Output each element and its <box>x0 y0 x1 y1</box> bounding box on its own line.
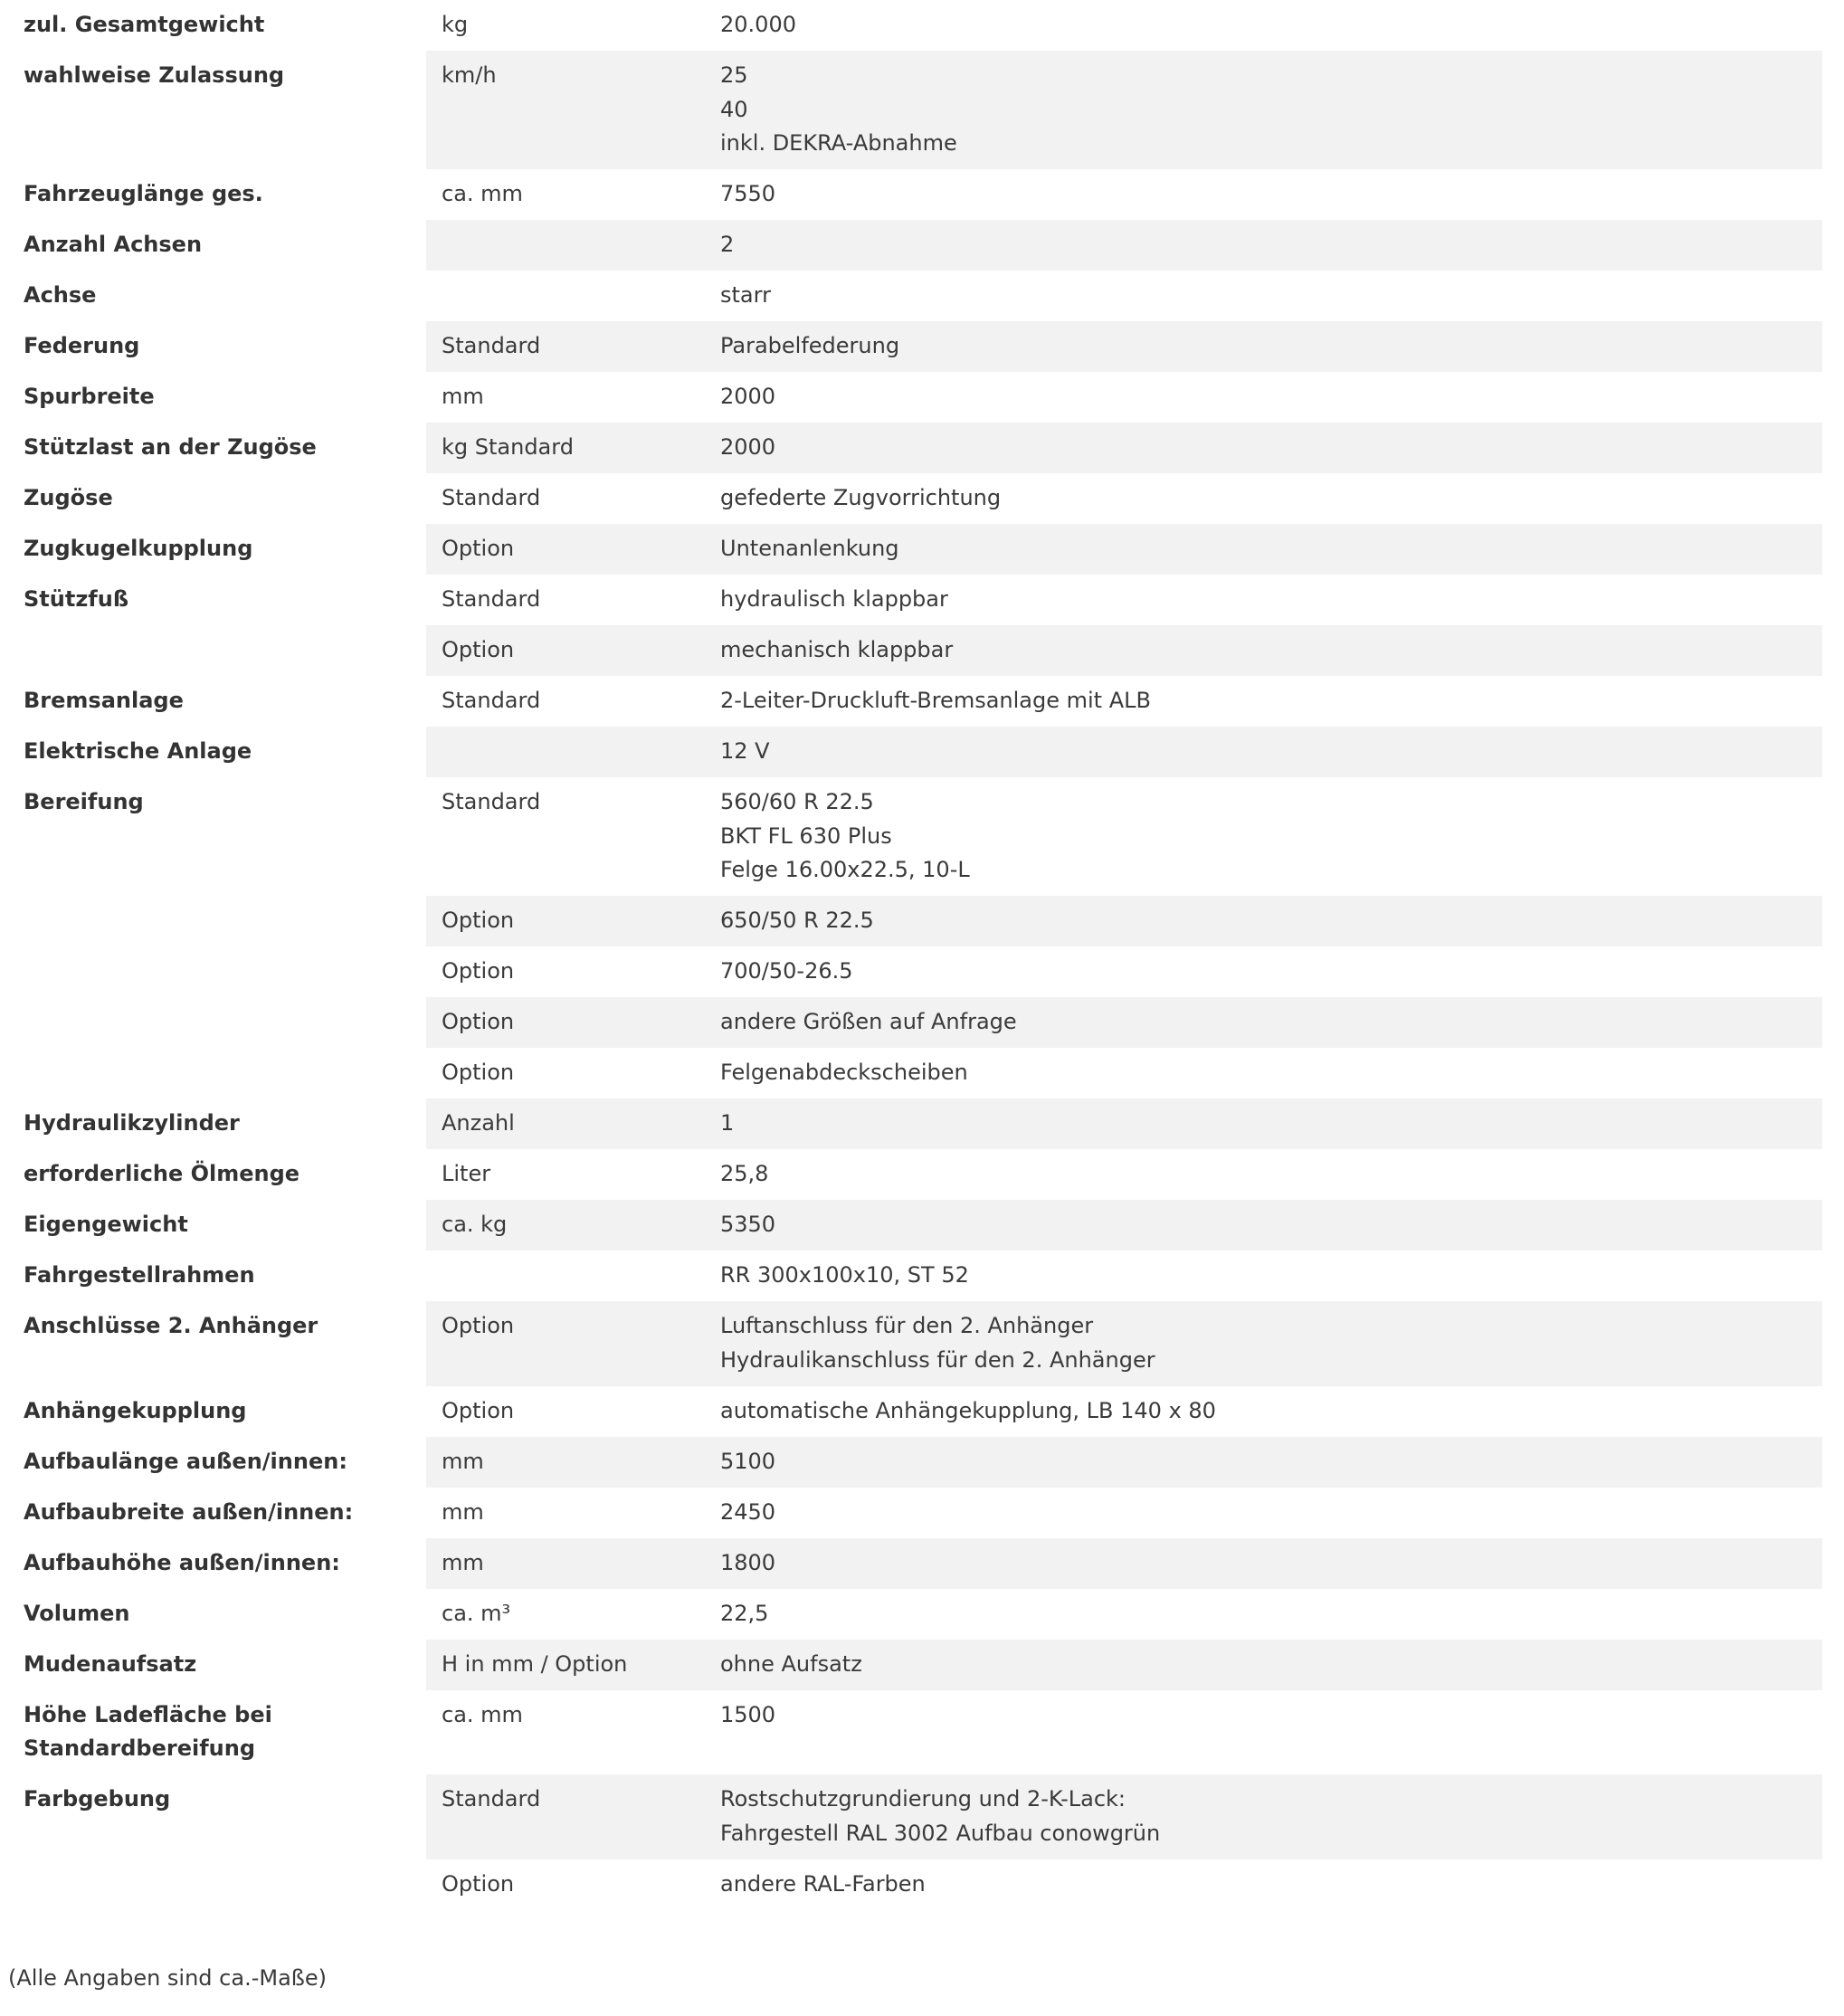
spec-label: Zugkugelkupplung <box>0 524 426 575</box>
spec-label <box>0 896 426 946</box>
spec-value-line: 700/50-26.5 <box>720 958 853 984</box>
spec-unit: kg Standard <box>426 423 705 473</box>
spec-value <box>705 372 1822 423</box>
spec-label: Fahrzeuglänge ges. <box>0 169 426 220</box>
table-row <box>0 1048 1822 1098</box>
spec-unit: Option <box>426 1301 705 1386</box>
spec-unit: Standard <box>442 485 541 510</box>
spec-unit: ca. mm <box>442 1701 523 1727</box>
spec-label: Anschlüsse 2. Anhänger <box>0 1301 426 1386</box>
table-row <box>0 169 1822 220</box>
spec-value <box>705 1437 1822 1488</box>
spec-label: Höhe Ladefläche bei Standardbereifung <box>0 1690 426 1775</box>
spec-unit: ca. m³ <box>442 1600 511 1626</box>
spec-label: Aufbaubreite außen/innen: <box>0 1488 426 1538</box>
spec-value <box>705 1386 1822 1437</box>
spec-value <box>705 1149 1822 1200</box>
spec-value <box>705 1301 1822 1386</box>
table-row <box>0 896 1822 946</box>
spec-value-line: 1 <box>720 1110 735 1136</box>
spec-unit: Option <box>426 625 705 676</box>
spec-value-line: 2000 <box>720 384 776 409</box>
spec-value-line: andere Größen auf Anfrage <box>720 1009 1017 1034</box>
spec-unit: Option <box>426 524 705 575</box>
spec-unit: ca. kg <box>426 1200 705 1250</box>
spec-unit: Standard <box>426 1774 705 1859</box>
spec-unit: Standard <box>426 321 705 372</box>
spec-value <box>705 625 1822 676</box>
spec-value <box>705 1048 1822 1098</box>
spec-label: Bereifung <box>0 777 426 896</box>
spec-unit: Liter <box>442 1161 491 1186</box>
spec-value-line: mechanisch klappbar <box>720 637 954 662</box>
spec-unit: Standard <box>442 789 541 814</box>
spec-label: Anhängekupplung <box>0 1386 426 1437</box>
spec-unit: mm <box>426 1538 705 1589</box>
spec-value-line: ohne Aufsatz <box>720 1650 862 1677</box>
table-row <box>0 1386 1822 1437</box>
spec-value <box>705 321 1822 372</box>
spec-unit: km/h <box>426 51 705 169</box>
spec-value <box>705 1200 1822 1250</box>
spec-value-line: Untenanlenkung <box>720 536 899 561</box>
spec-value-line: BKT FL 630 Plus <box>720 823 892 849</box>
spec-value-line: 1500 <box>720 1701 776 1727</box>
spec-label: Aufbauhöhe außen/innen: <box>0 1538 426 1589</box>
spec-unit <box>426 271 705 321</box>
spec-label: Zugöse <box>0 473 426 524</box>
spec-unit <box>426 1250 705 1301</box>
table-row <box>0 0 1822 51</box>
table-row <box>0 997 1822 1048</box>
spec-value-line: 7550 <box>720 181 776 206</box>
spec-value-line: Rostschutzgrundierung und 2-K-Lack: <box>720 1786 1126 1812</box>
table-row <box>0 1589 1822 1640</box>
table-row <box>0 1437 1822 1488</box>
table-row <box>0 372 1822 423</box>
table-row <box>0 524 1822 575</box>
spec-value-line: 12 V <box>720 738 770 764</box>
spec-value-line: RR 300x100x10, ST 52 <box>720 1262 969 1288</box>
spec-label: zul. Gesamtgewicht <box>0 0 426 51</box>
spec-label: Bremsanlage <box>0 676 426 727</box>
spec-label: Spurbreite <box>0 372 426 423</box>
spec-label: Achse <box>0 271 426 321</box>
spec-value <box>705 220 1822 271</box>
spec-value-line: 1800 <box>720 1549 776 1575</box>
spec-label <box>0 997 426 1048</box>
spec-value <box>705 1640 1822 1690</box>
spec-label: wahlweise Zulassung <box>0 51 426 169</box>
spec-label: Aufbaulänge außen/innen: <box>0 1437 426 1488</box>
spec-label: Mudenaufsatz <box>0 1640 426 1690</box>
spec-value-line: Luftanschluss für den 2. Anhänger <box>720 1313 1094 1338</box>
spec-value <box>705 473 1822 524</box>
spec-value-line: 2-Leiter-Druckluft-Bremsanlage mit ALB <box>720 688 1151 713</box>
spec-value <box>705 169 1822 220</box>
spec-value-line: 5350 <box>720 1212 776 1237</box>
spec-label: Eigengewicht <box>0 1200 426 1250</box>
spec-label: Stützfuß <box>0 575 426 625</box>
spec-unit: kg <box>442 12 469 37</box>
table-row <box>0 220 1822 271</box>
spec-value-line: andere RAL-Farben <box>720 1870 926 1897</box>
spec-value <box>705 727 1822 777</box>
spec-value-line: 650/50 R 22.5 <box>720 908 874 933</box>
spec-label: Anzahl Achsen <box>0 220 426 271</box>
spec-value-line: 560/60 R 22.5 <box>720 789 874 814</box>
spec-value-line: Hydraulikanschluss für den 2. Anhänger <box>720 1346 1155 1373</box>
spec-value-line: Parabelfederung <box>720 333 900 358</box>
spec-value-line: gefederte Zugvorrichtung <box>720 485 1002 510</box>
spec-value-line: 2 <box>720 232 735 257</box>
spec-value <box>705 1859 1822 1910</box>
spec-label: Volumen <box>0 1589 426 1640</box>
spec-value-line: inkl. DEKRA-Abnahme <box>720 130 957 156</box>
spec-unit: mm <box>442 384 484 409</box>
table-row <box>0 1301 1822 1386</box>
table-row <box>0 1538 1822 1589</box>
spec-value <box>705 1774 1822 1859</box>
spec-unit: Option <box>426 896 705 946</box>
spec-label <box>0 1048 426 1098</box>
spec-value <box>705 575 1822 625</box>
spec-value <box>705 1538 1822 1589</box>
spec-value <box>705 271 1822 321</box>
spec-unit: H in mm / Option <box>426 1640 705 1690</box>
spec-label: Federung <box>0 321 426 372</box>
spec-unit: ca. mm <box>442 181 523 206</box>
spec-value-line: Fahrgestell RAL 3002 Aufbau conowgrün <box>720 1820 1161 1846</box>
spec-unit <box>426 727 705 777</box>
spec-unit: Option <box>442 1870 515 1897</box>
spec-value-line: 22,5 <box>720 1600 769 1626</box>
spec-value-line: 25,8 <box>720 1161 769 1186</box>
spec-value-line: 2000 <box>720 434 776 460</box>
spec-unit: Option <box>442 1397 515 1423</box>
table-row <box>0 1250 1822 1301</box>
spec-value <box>705 1250 1822 1301</box>
spec-unit: Option <box>442 1060 515 1085</box>
spec-label: Hydraulikzylinder <box>0 1098 426 1149</box>
footnote: (Alle Angaben sind ca.-Maße) <box>8 1965 328 1991</box>
spec-value-line: 25 <box>720 62 748 88</box>
spec-label: erforderliche Ölmenge <box>0 1149 426 1200</box>
spec-value-line: 20.000 <box>720 12 796 37</box>
spec-value <box>705 524 1822 575</box>
spec-label: Elektrische Anlage <box>0 727 426 777</box>
spec-unit: Option <box>426 997 705 1048</box>
spec-value-line: Felgenabdeckscheiben <box>720 1060 968 1085</box>
spec-value-line: automatische Anhängekupplung, LB 140 x 80 <box>720 1397 1216 1423</box>
spec-value <box>705 777 1822 896</box>
spec-value-line: starr <box>720 282 771 308</box>
table-row <box>0 575 1822 625</box>
table-row <box>0 423 1822 473</box>
table-row <box>0 51 1822 169</box>
spec-value <box>705 676 1822 727</box>
spec-value-line: hydraulisch klappbar <box>720 586 948 612</box>
spec-value-line: 40 <box>720 96 748 122</box>
table-row <box>0 271 1822 321</box>
table-row <box>0 676 1822 727</box>
table-row <box>0 727 1822 777</box>
spec-value <box>705 0 1822 51</box>
spec-label <box>0 1859 426 1910</box>
spec-value <box>705 896 1822 946</box>
table-row <box>0 1488 1822 1538</box>
spec-value <box>705 1589 1822 1640</box>
table-row <box>0 1149 1822 1200</box>
spec-unit: Anzahl <box>426 1098 705 1149</box>
spec-label: Farbgebung <box>0 1774 426 1859</box>
spec-value-line: 5100 <box>720 1448 776 1474</box>
spec-value <box>705 946 1822 997</box>
spec-label: Stützlast an der Zugöse <box>0 423 426 473</box>
table-row <box>0 321 1822 372</box>
table-row <box>0 625 1822 676</box>
spec-label <box>0 946 426 997</box>
spec-value <box>705 423 1822 473</box>
spec-unit: mm <box>442 1498 484 1525</box>
table-row <box>0 1098 1822 1149</box>
spec-unit: Standard <box>442 586 541 612</box>
spec-value <box>705 1690 1822 1775</box>
spec-label <box>0 625 426 676</box>
spec-value <box>705 1488 1822 1538</box>
spec-value <box>705 1098 1822 1149</box>
spec-label: Fahrgestellrahmen <box>0 1250 426 1301</box>
table-row <box>0 946 1822 997</box>
spec-unit <box>426 220 705 271</box>
spec-value-line: Felge 16.00x22.5, 10-L <box>720 857 970 882</box>
table-row <box>0 1774 1822 1859</box>
spec-value <box>705 997 1822 1048</box>
spec-value-line: 2450 <box>720 1498 776 1525</box>
table-row <box>0 1640 1822 1690</box>
table-row <box>0 1690 1822 1775</box>
spec-unit: Standard <box>442 688 541 713</box>
table-row <box>0 1859 1822 1910</box>
spec-unit: Option <box>442 958 515 984</box>
table-row <box>0 777 1822 896</box>
table-row <box>0 473 1822 524</box>
spec-unit: mm <box>426 1437 705 1488</box>
table-row <box>0 1200 1822 1250</box>
spec-value <box>705 51 1822 169</box>
